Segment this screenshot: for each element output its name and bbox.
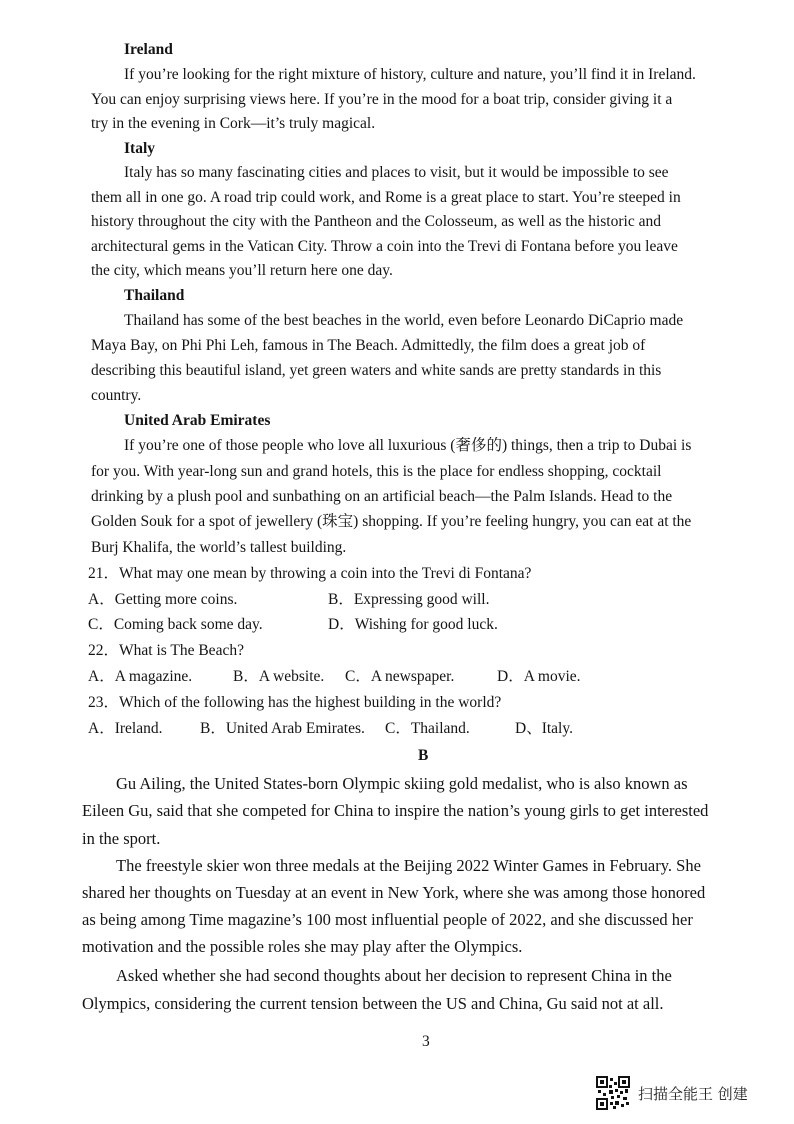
question-21-stem: 21．What may one mean by throwing a coin into the Trevi di Fontana?: [88, 565, 532, 582]
q23-option-d: D、Italy.: [515, 720, 573, 737]
paragraph-line: If you’re looking for the right mixture of history, culture and nature, you’ll find it in Ireland.: [124, 66, 696, 83]
paragraph-line: them all in one go. A road trip could work, and Rome is a great place to start. You’re steeped in: [91, 189, 681, 206]
q22-option-a: A．A magazine.: [88, 668, 193, 685]
paragraph-line: Burj Khalifa, the world’s tallest building.: [91, 539, 347, 556]
q23-option-a: A．Ireland.: [88, 720, 163, 737]
paragraph-line: Eileen Gu, said that she competed for China to inspire the nation’s young girls to get interested: [82, 801, 709, 820]
paragraph-line: for you. With year-long sun and grand hotels, this is the place for endless shopping, cocktail: [91, 463, 662, 480]
paragraph-line: describing this beautiful island, yet green waters and white sands are pretty standards in this: [91, 362, 662, 379]
page-number: 3: [422, 1033, 430, 1050]
paragraph-line: Thailand has some of the best beaches in the world, even before Leonardo DiCaprio made: [124, 312, 684, 329]
section-b-heading: B: [418, 747, 429, 764]
question-23-stem: 23．Which of the following has the highest building in the world?: [88, 694, 502, 711]
q21-option-d: D．Wishing for good luck.: [328, 616, 498, 633]
paragraph-line: architectural gems in the Vatican City. Throw a coin into the Trevi di Fontana before you leave: [91, 238, 678, 255]
paragraph-line: You can enjoy surprising views here. If you’re in the mood for a boat trip, consider giving it a: [91, 91, 673, 108]
q23-option-b: B．United Arab Emirates.: [200, 720, 365, 737]
qr-code-icon: [596, 1076, 630, 1110]
paragraph-line: try in the evening in Cork—it’s truly magical.: [91, 115, 376, 132]
paragraph-line: If you’re one of those people who love all luxurious (奢侈的) things, then a trip to Dubai is: [124, 437, 692, 454]
paragraph-line: Italy has so many fascinating cities and places to visit, but it would be impossible to see: [124, 164, 669, 181]
paragraph-line: Maya Bay, on Phi Phi Leh, famous in The Beach. Admittedly, the film does a great job of: [91, 337, 646, 354]
scanner-watermark: [596, 1076, 776, 1110]
watermark-text: 扫描全能王 创建: [638, 1085, 748, 1103]
paragraph-line: as being among Time magazine’s 100 most influential people of 2022, and she discussed her: [82, 910, 693, 929]
paragraph-line: Golden Souk for a spot of jewellery (珠宝) shopping. If you’re feeling hungry, you can eat at the: [91, 513, 692, 530]
heading-ireland: Ireland: [124, 41, 173, 58]
q22-option-b: B．A website.: [233, 668, 325, 685]
heading-uae: United Arab Emirates: [124, 412, 271, 429]
q22-option-d: D．A movie.: [497, 668, 581, 685]
paragraph-line: Gu Ailing, the United States-born Olympic skiing gold medalist, who is also known as: [116, 774, 688, 793]
q21-option-b: B．Expressing good will.: [328, 591, 490, 608]
paragraph-line: The freestyle skier won three medals at the Beijing 2022 Winter Games in February. She: [116, 856, 701, 875]
paragraph-line: Asked whether she had second thoughts about her decision to represent China in the: [116, 966, 672, 985]
question-22-stem: 22．What is The Beach?: [88, 642, 244, 659]
paragraph-line: in the sport.: [82, 829, 161, 848]
heading-italy: Italy: [124, 140, 155, 157]
paragraph-line: shared her thoughts on Tuesday at an event in New York, where she was among those honored: [82, 883, 706, 902]
paragraph-line: Olympics, considering the current tension between the US and China, Gu said not at all.: [82, 994, 664, 1013]
q23-option-c: C．Thailand.: [385, 720, 470, 737]
q22-option-c: C．A newspaper.: [345, 668, 455, 685]
paragraph-line: drinking by a plush pool and sunbathing on an artificial beach—the Palm Islands. Head to the: [91, 488, 673, 505]
q21-option-a: A．Getting more coins.: [88, 591, 238, 608]
paragraph-line: motivation and the possible roles she may play after the Olympics.: [82, 937, 523, 956]
q21-option-c: C．Coming back some day.: [88, 616, 263, 633]
paragraph-line: country.: [91, 387, 142, 404]
paragraph-line: the city, which means you’ll return here one day.: [91, 262, 393, 279]
paragraph-line: history throughout the city with the Pantheon and the Colosseum, as well as the historic and: [91, 213, 661, 230]
heading-thailand: Thailand: [124, 287, 185, 304]
